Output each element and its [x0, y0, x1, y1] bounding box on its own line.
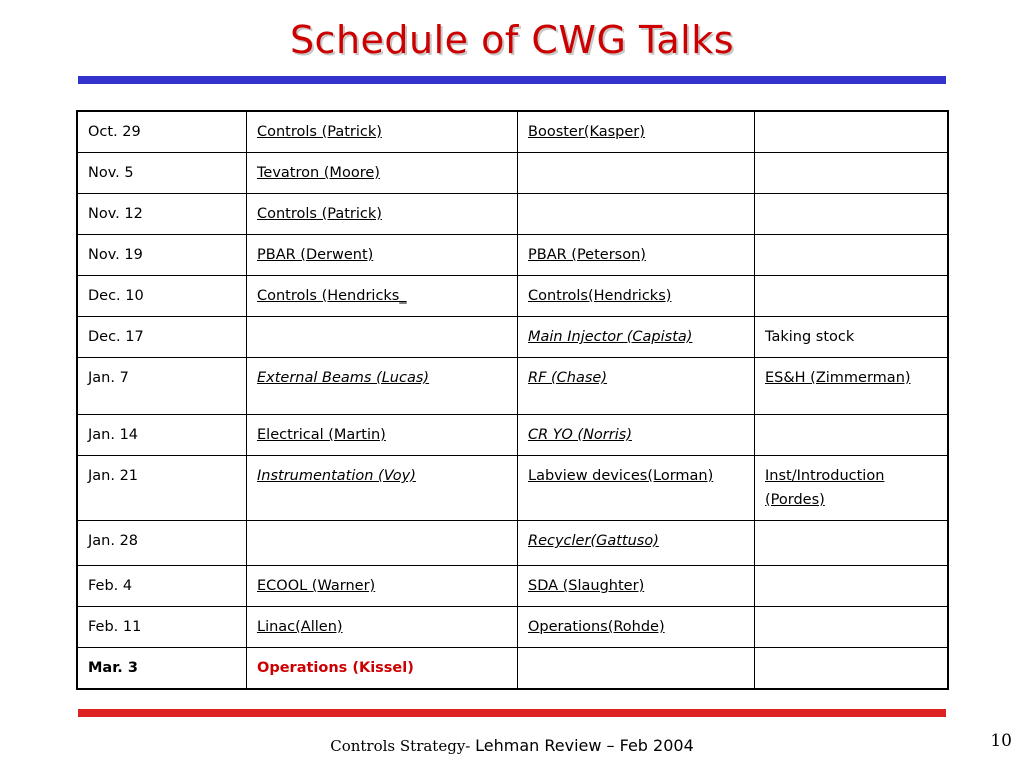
footer	[0, 736, 1024, 755]
schedule-table	[76, 110, 949, 690]
table-row	[77, 415, 948, 456]
date-cell: Oct. 29	[77, 111, 247, 153]
talk-link[interactable]: ES&H (Zimmerman)	[765, 370, 911, 386]
footer-right-text: Lehman Review – Feb 2004	[475, 736, 694, 755]
talk-link[interactable]: Operations(Rohde)	[528, 619, 665, 635]
footer-left-text: Controls Strategy-	[330, 737, 476, 755]
date-cell-highlighted: Mar. 3	[77, 648, 247, 690]
date-cell: Nov. 12	[77, 194, 247, 235]
talk-link[interactable]: Linac(Allen)	[257, 619, 343, 635]
talk-link[interactable]: Booster(Kasper)	[528, 124, 645, 140]
table-row	[77, 153, 948, 194]
talk-link[interactable]: Tevatron (Moore)	[257, 165, 380, 181]
talk-link[interactable]: Electrical (Martin)	[257, 427, 386, 443]
bottom-divider	[78, 709, 946, 717]
table-row	[77, 521, 948, 566]
date-cell: Jan. 21	[77, 456, 247, 521]
date-cell: Nov. 19	[77, 235, 247, 276]
talk-link[interactable]: ECOOL (Warner)	[257, 578, 376, 594]
date-cell: Jan. 14	[77, 415, 247, 456]
table-row	[77, 456, 948, 521]
talk-link[interactable]: Controls (Hendricks_	[257, 288, 407, 304]
table-row	[77, 194, 948, 235]
table-row	[77, 111, 948, 153]
talk-link[interactable]: Controls (Patrick)	[257, 206, 382, 222]
talk-link[interactable]: PBAR (Peterson)	[528, 247, 646, 263]
table-row	[77, 235, 948, 276]
talk-link[interactable]: External Beams (Lucas)	[257, 370, 430, 386]
talk-link[interactable]: PBAR (Derwent)	[257, 247, 374, 263]
top-divider	[78, 76, 946, 84]
date-cell: Feb. 11	[77, 607, 247, 648]
table-row	[77, 566, 948, 607]
talk-link[interactable]: Recycler(Gattuso)	[528, 533, 659, 549]
talk-link[interactable]: RF (Chase)	[528, 370, 608, 386]
talk-link[interactable]: Controls(Hendricks)	[528, 288, 672, 304]
page-number: 10	[990, 731, 1012, 751]
talk-link[interactable]: Main Injector (Capista)	[528, 329, 693, 345]
talk-cell-highlighted: Operations (Kissel)	[257, 660, 414, 676]
talk-link[interactable]: Controls (Patrick)	[257, 124, 382, 140]
date-cell: Dec. 17	[77, 317, 247, 358]
table-row	[77, 276, 948, 317]
talk-link[interactable]: Labview devices(Lorman)	[528, 468, 714, 484]
table-row	[77, 358, 948, 415]
talk-link[interactable]: Instrumentation (Voy)	[257, 468, 416, 484]
date-cell: Jan. 7	[77, 358, 247, 415]
slide-title: Schedule of CWG Talks	[289, 18, 735, 62]
talk-cell: Taking stock	[765, 329, 855, 345]
table-row	[77, 317, 948, 358]
date-cell: Jan. 28	[77, 521, 247, 566]
talk-link[interactable]: Inst/Introduction (Pordes)	[765, 468, 885, 508]
table-row	[77, 648, 948, 690]
talk-link[interactable]: CR YO (Norris)	[528, 427, 632, 443]
date-cell: Dec. 10	[77, 276, 247, 317]
date-cell: Nov. 5	[77, 153, 247, 194]
table-row	[77, 607, 948, 648]
talk-link[interactable]: SDA (Slaughter)	[528, 578, 645, 594]
date-cell: Feb. 4	[77, 566, 247, 607]
